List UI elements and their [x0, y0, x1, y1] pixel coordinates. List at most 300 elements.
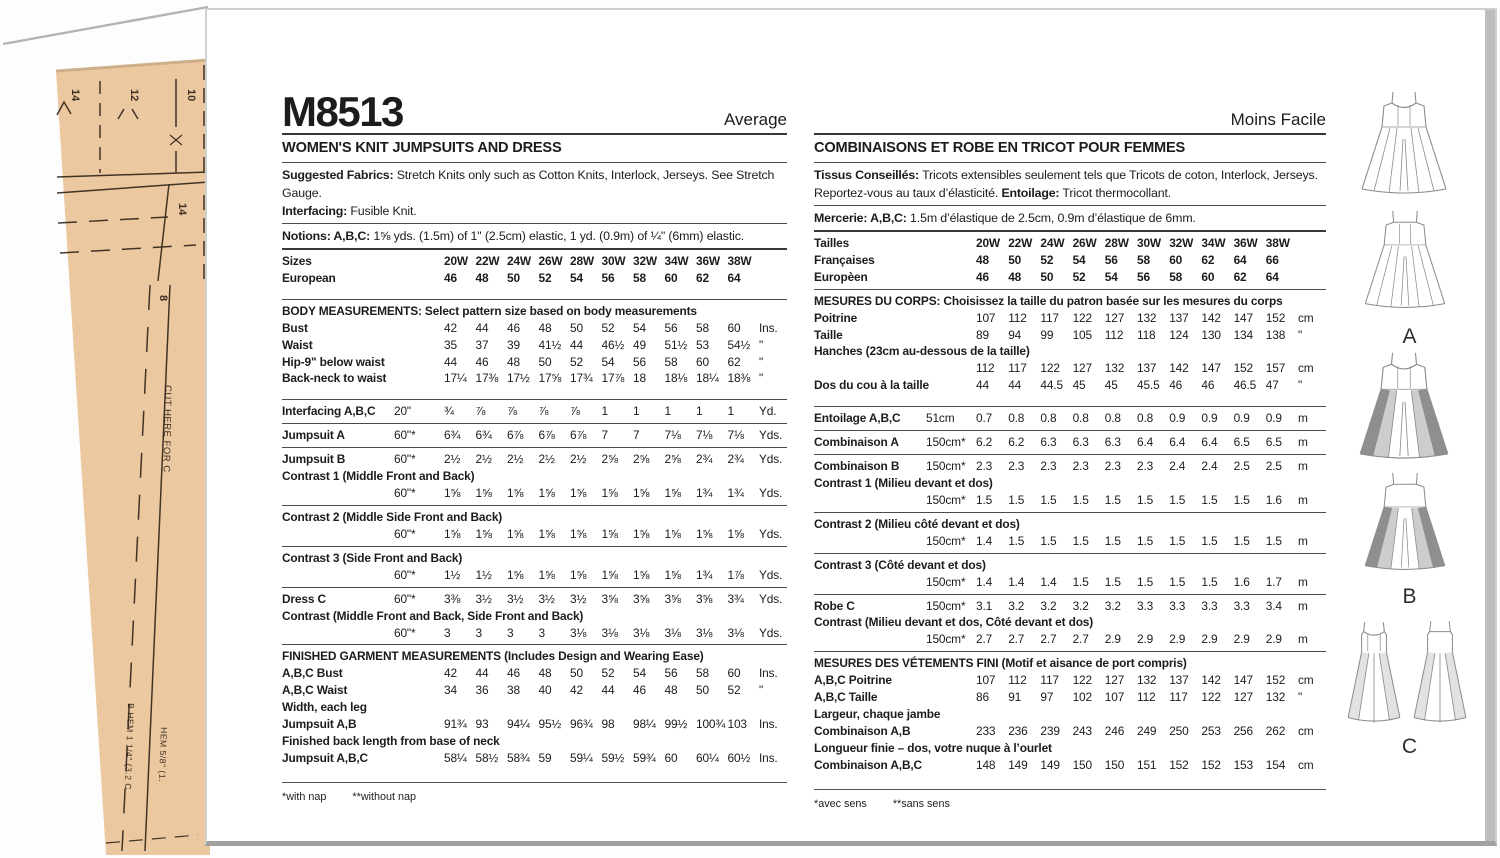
value-cell: 243 — [1072, 724, 1092, 739]
value-cell: 6⅞ — [538, 428, 555, 443]
value-cell: 2.9 — [1137, 632, 1154, 647]
unit: m — [1298, 533, 1308, 548]
value-cell: 46½ — [601, 337, 625, 352]
row-label: Combinaison B — [814, 459, 900, 474]
unit: Yds. — [759, 591, 783, 606]
row-label: Combinaison A — [814, 435, 899, 450]
value-cell: 3.1 — [976, 598, 993, 613]
value-cell: 3.2 — [1040, 598, 1057, 613]
value-cell: 46 — [507, 320, 520, 335]
yardage-table-en — [282, 248, 787, 767]
value-cell: 107 — [976, 310, 996, 325]
value-cell: 1⅝ — [444, 486, 461, 501]
row-label: Combinaison A,B — [814, 724, 911, 739]
envelope-front — [205, 8, 1497, 846]
value-cell: ⅞ — [570, 404, 580, 419]
row-label: Dress C — [282, 591, 326, 606]
value-cell: 1.6 — [1233, 574, 1250, 589]
value-cell: 1⅝ — [538, 567, 555, 582]
value-cell: 147 — [1233, 673, 1253, 688]
value-cell: 56 — [1104, 252, 1118, 267]
row-full-label: Contrast (Milieu devant et dos, Côté devant et dos) — [814, 615, 1094, 630]
interfacing-line-fr — [814, 184, 1326, 202]
value-cell: 3⅛ — [570, 625, 587, 640]
value-cell: 1⅝ — [475, 486, 492, 501]
divider — [814, 133, 1326, 135]
value-cell: 22W — [1008, 236, 1033, 250]
row-label: Jumpsuit B — [282, 452, 346, 467]
divider — [282, 223, 787, 224]
tissue-size-mark: 12 — [128, 89, 140, 102]
value-cell: 134 — [1233, 327, 1253, 342]
value-cell: 54 — [570, 270, 583, 285]
fabrics-line2-pre-fr: Reportez-vous au taux d’élasticité. — [814, 186, 999, 200]
value-cell: 1.4 — [1008, 574, 1025, 589]
value-cell: 3⅛ — [727, 625, 744, 640]
value-cell: 6.3 — [1040, 435, 1057, 450]
value-cell: 52 — [538, 270, 552, 285]
value-cell: 49 — [633, 337, 646, 352]
unit: " — [1298, 378, 1303, 393]
value-cell: 1 — [664, 404, 671, 419]
value-cell: 44 — [601, 683, 615, 698]
value-cell: 59½ — [601, 751, 625, 766]
value-cell: 250 — [1169, 724, 1189, 739]
table-row — [814, 434, 1326, 451]
fabric-width: 150cm* — [926, 435, 966, 450]
value-cell: 1⅝ — [664, 567, 681, 582]
value-cell: 2.3 — [976, 459, 993, 474]
value-cell: 2¾ — [727, 452, 744, 467]
value-cell: 236 — [1008, 724, 1028, 739]
value-cell: 1.5 — [1072, 533, 1089, 548]
value-cell: 64 — [727, 270, 741, 285]
value-cell: 44 — [570, 337, 583, 352]
value-cell: 48 — [507, 354, 520, 369]
value-cell: 56 — [601, 270, 615, 285]
table-row — [282, 665, 787, 682]
value-cell: 1⅝ — [696, 526, 713, 541]
value-cell: 157 — [1265, 361, 1286, 376]
value-cell: 3.4 — [1265, 598, 1282, 613]
tissue-size-mark: 14 — [69, 89, 81, 102]
value-cell: 132 — [1265, 690, 1286, 705]
value-cell: 1⅝ — [633, 486, 650, 501]
value-cell: 1 — [696, 404, 703, 419]
value-cell: 46.5 — [1233, 378, 1257, 393]
value-cell: 18⅛ — [664, 371, 688, 386]
value-cell: 3 — [475, 625, 482, 640]
masthead-fr — [814, 80, 1326, 130]
value-cell: 2.9 — [1265, 632, 1282, 647]
value-cell: 1.5 — [1040, 492, 1057, 507]
value-cell: 127 — [1233, 690, 1253, 705]
value-cell: 2.9 — [1233, 632, 1250, 647]
value-cell: 3 — [538, 625, 545, 640]
value-cell: 3½ — [507, 591, 524, 606]
value-cell: 54½ — [727, 337, 751, 352]
value-cell: 58 — [1169, 269, 1183, 284]
fabric-width: 60"* — [394, 428, 416, 443]
value-cell: 3.3 — [1137, 598, 1154, 613]
value-cell: 3.2 — [1072, 598, 1089, 613]
fabrics-text-en: Stretch Knits only such as Cotton Knits, Interlock, Jerseys. See Stretch Gauge. — [282, 168, 775, 200]
english-column — [282, 80, 787, 803]
unit: m — [1298, 574, 1308, 589]
value-cell: 149 — [1040, 758, 1060, 773]
value-cell: 1¾ — [696, 567, 713, 582]
value-cell: 150 — [1104, 758, 1125, 773]
value-cell: 6.2 — [1008, 435, 1025, 450]
value-cell: 7 — [601, 428, 608, 443]
divider — [814, 512, 1326, 513]
table-row — [282, 354, 787, 371]
section-header: BODY MEASUREMENTS: Select pattern size based on body measurements — [282, 303, 697, 318]
value-cell: ⅞ — [538, 404, 549, 419]
value-cell: 0.9 — [1169, 411, 1186, 426]
row-full-label: Largeur, chaque jambe — [814, 707, 941, 722]
value-cell: 1.5 — [1008, 492, 1025, 507]
row-label: Jumpsuit A,B — [282, 717, 357, 732]
value-cell: 1⅞ — [727, 567, 744, 582]
value-cell: 2.7 — [976, 632, 993, 647]
tissue-hem-label: HEM 5/8" (1. — [157, 726, 169, 783]
value-cell: 46 — [976, 269, 989, 284]
value-cell: 53 — [696, 337, 709, 352]
value-cell: 1.7 — [1265, 574, 1282, 589]
value-cell: 1.5 — [1104, 574, 1121, 589]
row-label: Back-neck to waist — [282, 371, 387, 386]
spacer — [282, 387, 787, 396]
row-full-label: Finished back length from base of neck — [282, 734, 500, 749]
value-cell: 127 — [1104, 673, 1125, 688]
view-c-front-illustration — [1344, 619, 1404, 729]
row-label: Françaises — [814, 252, 875, 267]
row-label: A,B,C Taille — [814, 690, 878, 705]
unit: " — [759, 683, 764, 698]
value-cell: 239 — [1040, 724, 1060, 739]
interfacing-text-en: Fusible Knit. — [350, 204, 417, 218]
row-full-label: Longueur finie – dos, votre nuque à l’ourlet — [814, 741, 1052, 756]
value-cell: 1 — [633, 404, 640, 419]
interfacing-label-fr: Entoilage: — [1001, 186, 1060, 200]
french-column — [814, 80, 1326, 810]
fabric-width: 150cm* — [926, 598, 966, 613]
value-cell: 150 — [1072, 758, 1092, 773]
row-full-label: Contrast 1 (Milieu devant et dos) — [814, 475, 993, 490]
value-cell: 94 — [1008, 327, 1022, 342]
value-cell: 89 — [976, 327, 989, 342]
value-cell: 1⅝ — [633, 567, 650, 582]
row-full-label: Contrast 2 (Milieu côté devant et dos) — [814, 516, 1020, 531]
unit: Yd. — [759, 404, 777, 419]
footnote-sans-sens: **sans sens — [892, 797, 950, 810]
value-cell: 60½ — [727, 751, 751, 766]
table-row — [814, 360, 1326, 377]
row-label: Entoilage A,B,C — [814, 411, 901, 426]
unit: Yds. — [759, 428, 783, 443]
value-cell: 1.5 — [1233, 492, 1250, 507]
fabrics-line-fr — [814, 166, 1326, 184]
unit: cm — [1298, 673, 1314, 688]
row-full-label: Contrast 3 (Side Front and Back) — [282, 550, 463, 565]
value-cell: 253 — [1201, 724, 1221, 739]
value-cell: 18⅜ — [727, 371, 751, 386]
value-cell: 44 — [1008, 378, 1022, 393]
divider — [282, 423, 787, 424]
value-cell: 6¾ — [475, 428, 492, 443]
value-cell: 0.7 — [976, 411, 993, 426]
value-cell: 2¾ — [696, 452, 713, 467]
value-cell: 151 — [1137, 758, 1157, 773]
value-cell: 1⅝ — [727, 526, 744, 541]
value-cell: 2.7 — [1040, 632, 1057, 647]
value-cell: 48 — [664, 683, 678, 698]
value-cell: 122 — [1040, 361, 1060, 376]
unit: m — [1298, 411, 1308, 426]
value-cell: 41½ — [538, 337, 562, 352]
value-cell: 20W — [976, 236, 1000, 250]
envelope-right-edge — [1485, 10, 1495, 841]
value-cell: 3.2 — [1008, 598, 1025, 613]
unit: cm — [1298, 724, 1314, 739]
value-cell: 34 — [444, 683, 457, 698]
value-cell: 45.5 — [1137, 378, 1160, 393]
value-cell: 137 — [1169, 673, 1189, 688]
table-row — [814, 533, 1326, 550]
value-cell: 2⅝ — [601, 452, 618, 467]
value-cell: 48 — [538, 320, 552, 335]
table-row — [814, 252, 1326, 269]
value-cell: 2.7 — [1008, 632, 1025, 647]
fabric-width: 150cm* — [926, 459, 966, 474]
value-cell: 42 — [444, 666, 457, 681]
view-c-label: C — [1401, 735, 1418, 758]
value-cell: 0.9 — [1201, 411, 1218, 426]
value-cell: 0.8 — [1104, 411, 1121, 426]
value-cell: 58¼ — [444, 751, 467, 766]
row-label: Hip-9" below waist — [282, 354, 385, 369]
value-cell: 44 — [976, 378, 989, 393]
interfacing-line-en — [282, 202, 787, 220]
divider — [814, 651, 1326, 652]
value-cell: ⅞ — [475, 404, 486, 419]
value-cell: 148 — [976, 758, 996, 773]
value-cell: 64 — [1265, 269, 1279, 284]
value-cell: 42 — [570, 683, 583, 698]
value-cell: 34W — [664, 254, 689, 268]
divider — [814, 289, 1326, 290]
unit: m — [1298, 435, 1308, 450]
divider — [282, 162, 787, 163]
divider — [282, 546, 787, 547]
row-label: Interfacing A,B,C — [282, 404, 376, 419]
row-label: A,B,C Poitrine — [814, 673, 892, 688]
unit: Ins. — [759, 751, 778, 766]
row-label: Jumpsuit A — [282, 428, 345, 443]
interfacing-label-en: Interfacing: — [282, 204, 348, 218]
tissue-cut-label: CUT HERE FOR C — [160, 384, 173, 473]
value-cell: 44 — [475, 666, 489, 681]
value-cell: 3 — [444, 625, 451, 640]
difficulty-en: Average — [723, 110, 787, 129]
value-cell: 1½ — [444, 567, 461, 582]
divider — [282, 248, 787, 250]
garment-view-illustrations — [1342, 87, 1477, 787]
value-cell: 46 — [444, 270, 457, 285]
unit: m — [1298, 632, 1308, 647]
value-cell: 103 — [727, 717, 747, 732]
value-cell: 48 — [538, 666, 552, 681]
value-cell: 1⅝ — [507, 486, 524, 501]
row-label: Waist — [282, 337, 313, 352]
row-label: A,B,C Waist — [282, 683, 348, 698]
value-cell: 60 — [664, 751, 678, 766]
value-cell: 117 — [1008, 361, 1027, 376]
fabric-width: 20" — [394, 404, 411, 419]
unit: " — [759, 337, 764, 352]
value-cell: 1.5 — [1104, 533, 1121, 548]
value-cell: 3.3 — [1169, 598, 1186, 613]
value-cell: 91 — [1008, 690, 1022, 705]
value-cell: 1.5 — [1233, 533, 1250, 548]
value-cell: 3½ — [570, 591, 587, 606]
value-cell: 95½ — [538, 717, 562, 732]
value-cell: 26W — [538, 254, 563, 268]
value-cell: 36W — [1233, 236, 1258, 250]
value-cell: 2½ — [570, 452, 587, 467]
divider — [282, 587, 787, 588]
table-row — [814, 672, 1326, 689]
value-cell: 24W — [1040, 236, 1065, 250]
value-cell: 124 — [1169, 327, 1189, 342]
table-row — [814, 631, 1326, 648]
value-cell: 59¾ — [633, 751, 656, 766]
value-cell: 50 — [538, 354, 552, 369]
footnote-avec-sens: *avec sens — [814, 797, 867, 810]
value-cell: 2.3 — [1104, 459, 1121, 474]
table-row — [814, 574, 1326, 591]
value-cell: 1.5 — [1265, 533, 1282, 548]
value-cell: 46 — [1169, 378, 1183, 393]
table-row — [282, 337, 787, 354]
table-row — [282, 320, 787, 337]
value-cell: 6.3 — [1104, 435, 1121, 450]
value-cell: 47 — [1265, 378, 1279, 393]
value-cell: 105 — [1072, 327, 1092, 342]
value-cell: 39 — [507, 337, 520, 352]
value-cell: 86 — [976, 690, 989, 705]
table-row — [282, 567, 787, 584]
row-full-label: Contrast 1 (Middle Front and Back) — [282, 469, 475, 484]
value-cell: 34W — [1201, 236, 1226, 250]
value-cell: 3.2 — [1104, 598, 1121, 613]
garment-title-fr: COMBINAISONS ET ROBE EN TRICOT POUR FEMMES — [814, 140, 1186, 156]
row-label: Poitrine — [814, 310, 858, 325]
value-cell: 1.5 — [1169, 492, 1186, 507]
value-cell: 54 — [601, 354, 615, 369]
value-cell: 249 — [1137, 724, 1157, 739]
value-cell: 59¼ — [570, 751, 593, 766]
section-header: MESURES DU CORPS: Choisissez la taille du patron basée sur les mesures du corps — [814, 293, 1283, 308]
fabrics-label-en: Suggested Fabrics: — [282, 168, 394, 182]
divider — [814, 594, 1326, 595]
value-cell: 112 — [1104, 327, 1124, 342]
table-row — [814, 269, 1326, 286]
value-cell: 1.5 — [1137, 492, 1154, 507]
table-row — [814, 410, 1326, 427]
value-cell: 17¾ — [570, 371, 593, 386]
value-cell: 99 — [1040, 327, 1054, 342]
view-a-label: A — [1402, 325, 1417, 348]
value-cell: 54 — [1072, 252, 1086, 267]
value-cell: 118 — [1137, 327, 1156, 342]
value-cell: 122 — [1072, 673, 1092, 688]
value-cell: 3⅜ — [444, 591, 461, 606]
value-cell: 58 — [1137, 252, 1150, 267]
notions-text-fr: 1.5m d’élastique de 2.5cm, 0.9m d’élastique de 6mm. — [910, 211, 1196, 225]
row-full-label: Contrast 3 (Côté devant et dos) — [814, 557, 986, 572]
value-cell: 2.5 — [1265, 459, 1282, 474]
fabrics-text-fr: Tricots extensibles seulement tels que Tricots de coton, Interlock, Jerseys. — [922, 168, 1318, 182]
table-row — [814, 492, 1326, 509]
table-row — [282, 716, 787, 733]
footnote-fr — [814, 789, 1326, 810]
value-cell: 54 — [1104, 269, 1118, 284]
notions-label-en: Notions: A,B,C: — [282, 229, 371, 243]
divider — [282, 644, 787, 645]
value-cell: 6⅞ — [507, 428, 524, 443]
divider — [814, 230, 1326, 232]
value-cell: 3½ — [538, 591, 555, 606]
value-cell: 1.5 — [1201, 492, 1218, 507]
fabric-width: 60"* — [394, 526, 416, 541]
table-row — [282, 270, 787, 287]
value-cell: 107 — [976, 673, 996, 688]
value-cell: 45 — [1072, 378, 1086, 393]
unit: cm — [1298, 310, 1314, 325]
value-cell: 52 — [1040, 252, 1054, 267]
table-row — [814, 235, 1326, 252]
value-cell: 32W — [1169, 236, 1194, 250]
value-cell: 137 — [1137, 361, 1157, 376]
value-cell: 28W — [570, 254, 594, 268]
value-cell: 18¼ — [696, 371, 719, 386]
value-cell: 149 — [1008, 758, 1028, 773]
row-label: Dos du cou à la taille — [814, 378, 929, 393]
value-cell: 98 — [601, 717, 615, 732]
row-full-label: Contrast 2 (Middle Side Front and Back) — [282, 509, 503, 524]
unit: Yds. — [759, 486, 783, 501]
notions-line-en — [282, 227, 787, 245]
divider — [282, 299, 787, 300]
fabric-width: 150cm* — [926, 492, 966, 507]
value-cell: 6.5 — [1233, 435, 1250, 450]
divider — [814, 430, 1326, 431]
spacer — [814, 394, 1326, 403]
value-cell: 52 — [601, 320, 615, 335]
fabric-width: 60"* — [394, 625, 416, 640]
value-cell: 1.5 — [1104, 492, 1121, 507]
value-cell: 2⅝ — [664, 452, 681, 467]
section-header: FINISHED GARMENT MEASUREMENTS (Includes Design and Wearing Ease) — [282, 649, 704, 664]
value-cell: 152 — [1265, 310, 1286, 325]
value-cell: 102 — [1072, 690, 1092, 705]
divider — [814, 454, 1326, 455]
value-cell: 1⅝ — [538, 486, 555, 501]
unit: Ins. — [759, 320, 778, 335]
value-cell: 0.8 — [1040, 411, 1057, 426]
